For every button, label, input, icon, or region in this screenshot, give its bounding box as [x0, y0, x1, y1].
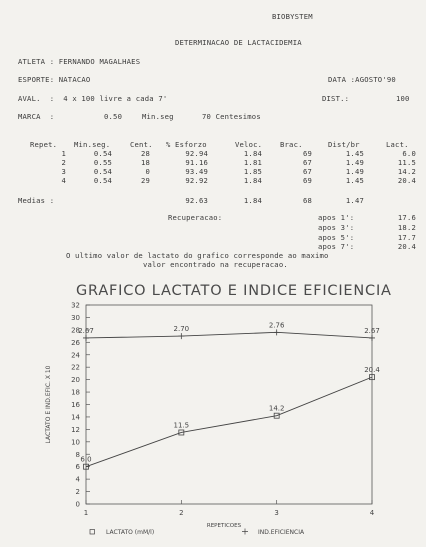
legend-lactate-marker: [90, 530, 95, 535]
table-header-cent: Cent.: [130, 140, 153, 149]
efficiency-data-label: 2.67: [78, 326, 94, 335]
distance-label: DIST.:: [322, 94, 350, 103]
evaluation-line: AVAL. : 4 x 100 livre a cada 7': [18, 94, 168, 103]
y-tick-label: 26: [71, 338, 80, 347]
y-tick-label: 12: [71, 425, 80, 434]
distance-value: 100: [396, 94, 410, 103]
table-cell: 1.85: [243, 167, 262, 176]
y-tick-label: 20: [71, 376, 80, 385]
recovery-label: Recuperacao:: [168, 213, 223, 222]
efficiency-data-label: 2.67: [364, 326, 380, 335]
table-header-lact: Lact.: [386, 140, 409, 149]
table-cell: 0.55: [93, 158, 112, 167]
legend-lactate-label: LACTATO (mM/l): [106, 529, 155, 536]
lactate-data-label: 11.5: [173, 421, 190, 430]
table-header-brac: Brac.: [280, 140, 303, 149]
table-cell: 4: [61, 176, 66, 185]
x-tick-label: 3: [274, 509, 279, 517]
average-veloc: 1.84: [243, 196, 262, 205]
y-tick-label: 8: [75, 450, 80, 459]
table-cell: 14.2: [397, 167, 416, 176]
table-header-veloc: Veloc.: [235, 140, 263, 149]
lactate-series-line: [86, 377, 372, 467]
date-line: DATA :AGOSTO'90: [328, 75, 396, 84]
report-title: DETERMINACAO DE LACTACIDEMIA: [175, 38, 302, 47]
recovery-item-value: 20.4: [397, 242, 416, 251]
x-tick-label: 1: [83, 509, 89, 517]
y-tick-label: 0: [75, 500, 80, 509]
mark-label: MARCA :: [18, 112, 55, 121]
table-cell: 1.45: [345, 149, 364, 158]
average-distbr: 1.47: [345, 196, 364, 205]
table-cell: 0.54: [93, 167, 112, 176]
table-cell: 0.54: [93, 176, 112, 185]
table-cell: 3: [61, 167, 66, 176]
legend-efficiency-label: IND.EFICIENCIA: [258, 529, 305, 536]
table-header-repet: Repet.: [30, 140, 58, 149]
x-tick-label: 2: [179, 509, 184, 517]
lactate-data-label: 20.4: [364, 366, 380, 375]
table-cell: 69: [302, 149, 312, 158]
y-tick-label: 16: [71, 401, 80, 409]
mark-unit: Min.seg: [142, 112, 174, 121]
table-cell: 67: [302, 167, 312, 176]
table-cell: 1.49: [345, 167, 364, 176]
efficiency-data-label: 2.76: [268, 321, 285, 330]
table-cell: 1.84: [243, 176, 262, 185]
plot-frame: [86, 305, 372, 504]
table-cell: 1.81: [243, 158, 262, 167]
y-tick-label: 2: [75, 488, 80, 497]
average-esforzo: 92.63: [185, 196, 208, 205]
lactate-data-label: 14.2: [268, 404, 285, 413]
table-cell: 1.84: [243, 149, 262, 158]
table-cell: 0: [145, 167, 150, 176]
efficiency-point: [178, 333, 184, 339]
recovery-item-value: 17.6: [397, 213, 416, 222]
table-cell: 1: [61, 149, 66, 158]
mark-value: 0.50: [104, 112, 123, 121]
y-tick-label: 4: [75, 475, 80, 484]
table-cell: 11.5: [397, 158, 416, 167]
company-name: BIOBYSTEM: [272, 12, 313, 21]
legend-efficiency-marker: [242, 529, 248, 535]
y-tick-label: 14: [71, 413, 80, 422]
table-cell: 67: [302, 158, 312, 167]
table-cell: 6.0: [402, 149, 416, 158]
y-tick-label: 6: [75, 463, 80, 472]
table-cell: 1.49: [345, 158, 364, 167]
table-cell: 92.94: [185, 149, 208, 158]
averages-label: Medias :: [18, 196, 55, 205]
table-cell: 69: [302, 176, 312, 185]
table-cell: 20.4: [397, 176, 416, 185]
table-cell: 1.45: [345, 176, 364, 185]
table-cell: 0.54: [93, 149, 112, 158]
sport-line: ESPORTE: NATACAO: [18, 75, 91, 84]
x-axis-label: REPETICOES: [206, 523, 242, 529]
y-tick-label: 32: [71, 301, 80, 310]
note-line-1: O ultimo valor de lactato do grafico corresponde ao maximo: [66, 251, 329, 260]
table-cell: 92.92: [185, 176, 208, 185]
table-header-minseg: Min.seg.: [74, 140, 111, 149]
efficiency-point: [274, 329, 280, 335]
table-cell: 2: [61, 158, 66, 167]
y-tick-label: 24: [71, 351, 80, 360]
recovery-item-value: 18.2: [397, 223, 416, 232]
efficiency-point: [369, 335, 375, 341]
efficiency-series-line: [86, 332, 372, 338]
y-tick-label: 10: [71, 438, 80, 447]
x-tick-label: 4: [369, 509, 375, 517]
recovery-item-label: apos 3':: [318, 223, 355, 232]
athlete-line: ATLETA : FERNANDO MAGALHAES: [18, 57, 141, 66]
efficiency-point: [83, 335, 89, 341]
chart-title: GRAFICO LACTATO E INDICE EFICIENCIA: [76, 283, 392, 299]
recovery-item-label: apos 1':: [318, 213, 355, 222]
efficiency-data-label: 2.70: [173, 325, 190, 334]
table-cell: 93.49: [185, 167, 208, 176]
y-tick-label: 18: [71, 388, 80, 397]
table-cell: 18: [140, 158, 150, 167]
y-axis-label: LACTATO E IND.EFIC. X 10: [45, 365, 52, 444]
lactate-data-label: 6.0: [80, 455, 92, 464]
recovery-item-label: apos 5':: [318, 233, 355, 242]
average-brac: 68: [302, 196, 312, 205]
y-tick-label: 22: [71, 363, 80, 372]
y-tick-label: 28: [71, 326, 80, 335]
mark-centesimos: 70 Centesimos: [202, 112, 261, 121]
y-tick-label: 30: [71, 313, 80, 322]
table-cell: 29: [140, 176, 150, 185]
note-line-2: valor encontrado na recuperacao.: [143, 260, 288, 269]
table-cell: 91.16: [185, 158, 208, 167]
table-header-distbr: Dist/br: [328, 140, 360, 149]
recovery-item-value: 17.7: [397, 233, 416, 242]
table-cell: 28: [140, 149, 150, 158]
recovery-item-label: apos 7':: [318, 242, 355, 251]
table-header-esforzo: % Esforzo: [166, 140, 207, 149]
